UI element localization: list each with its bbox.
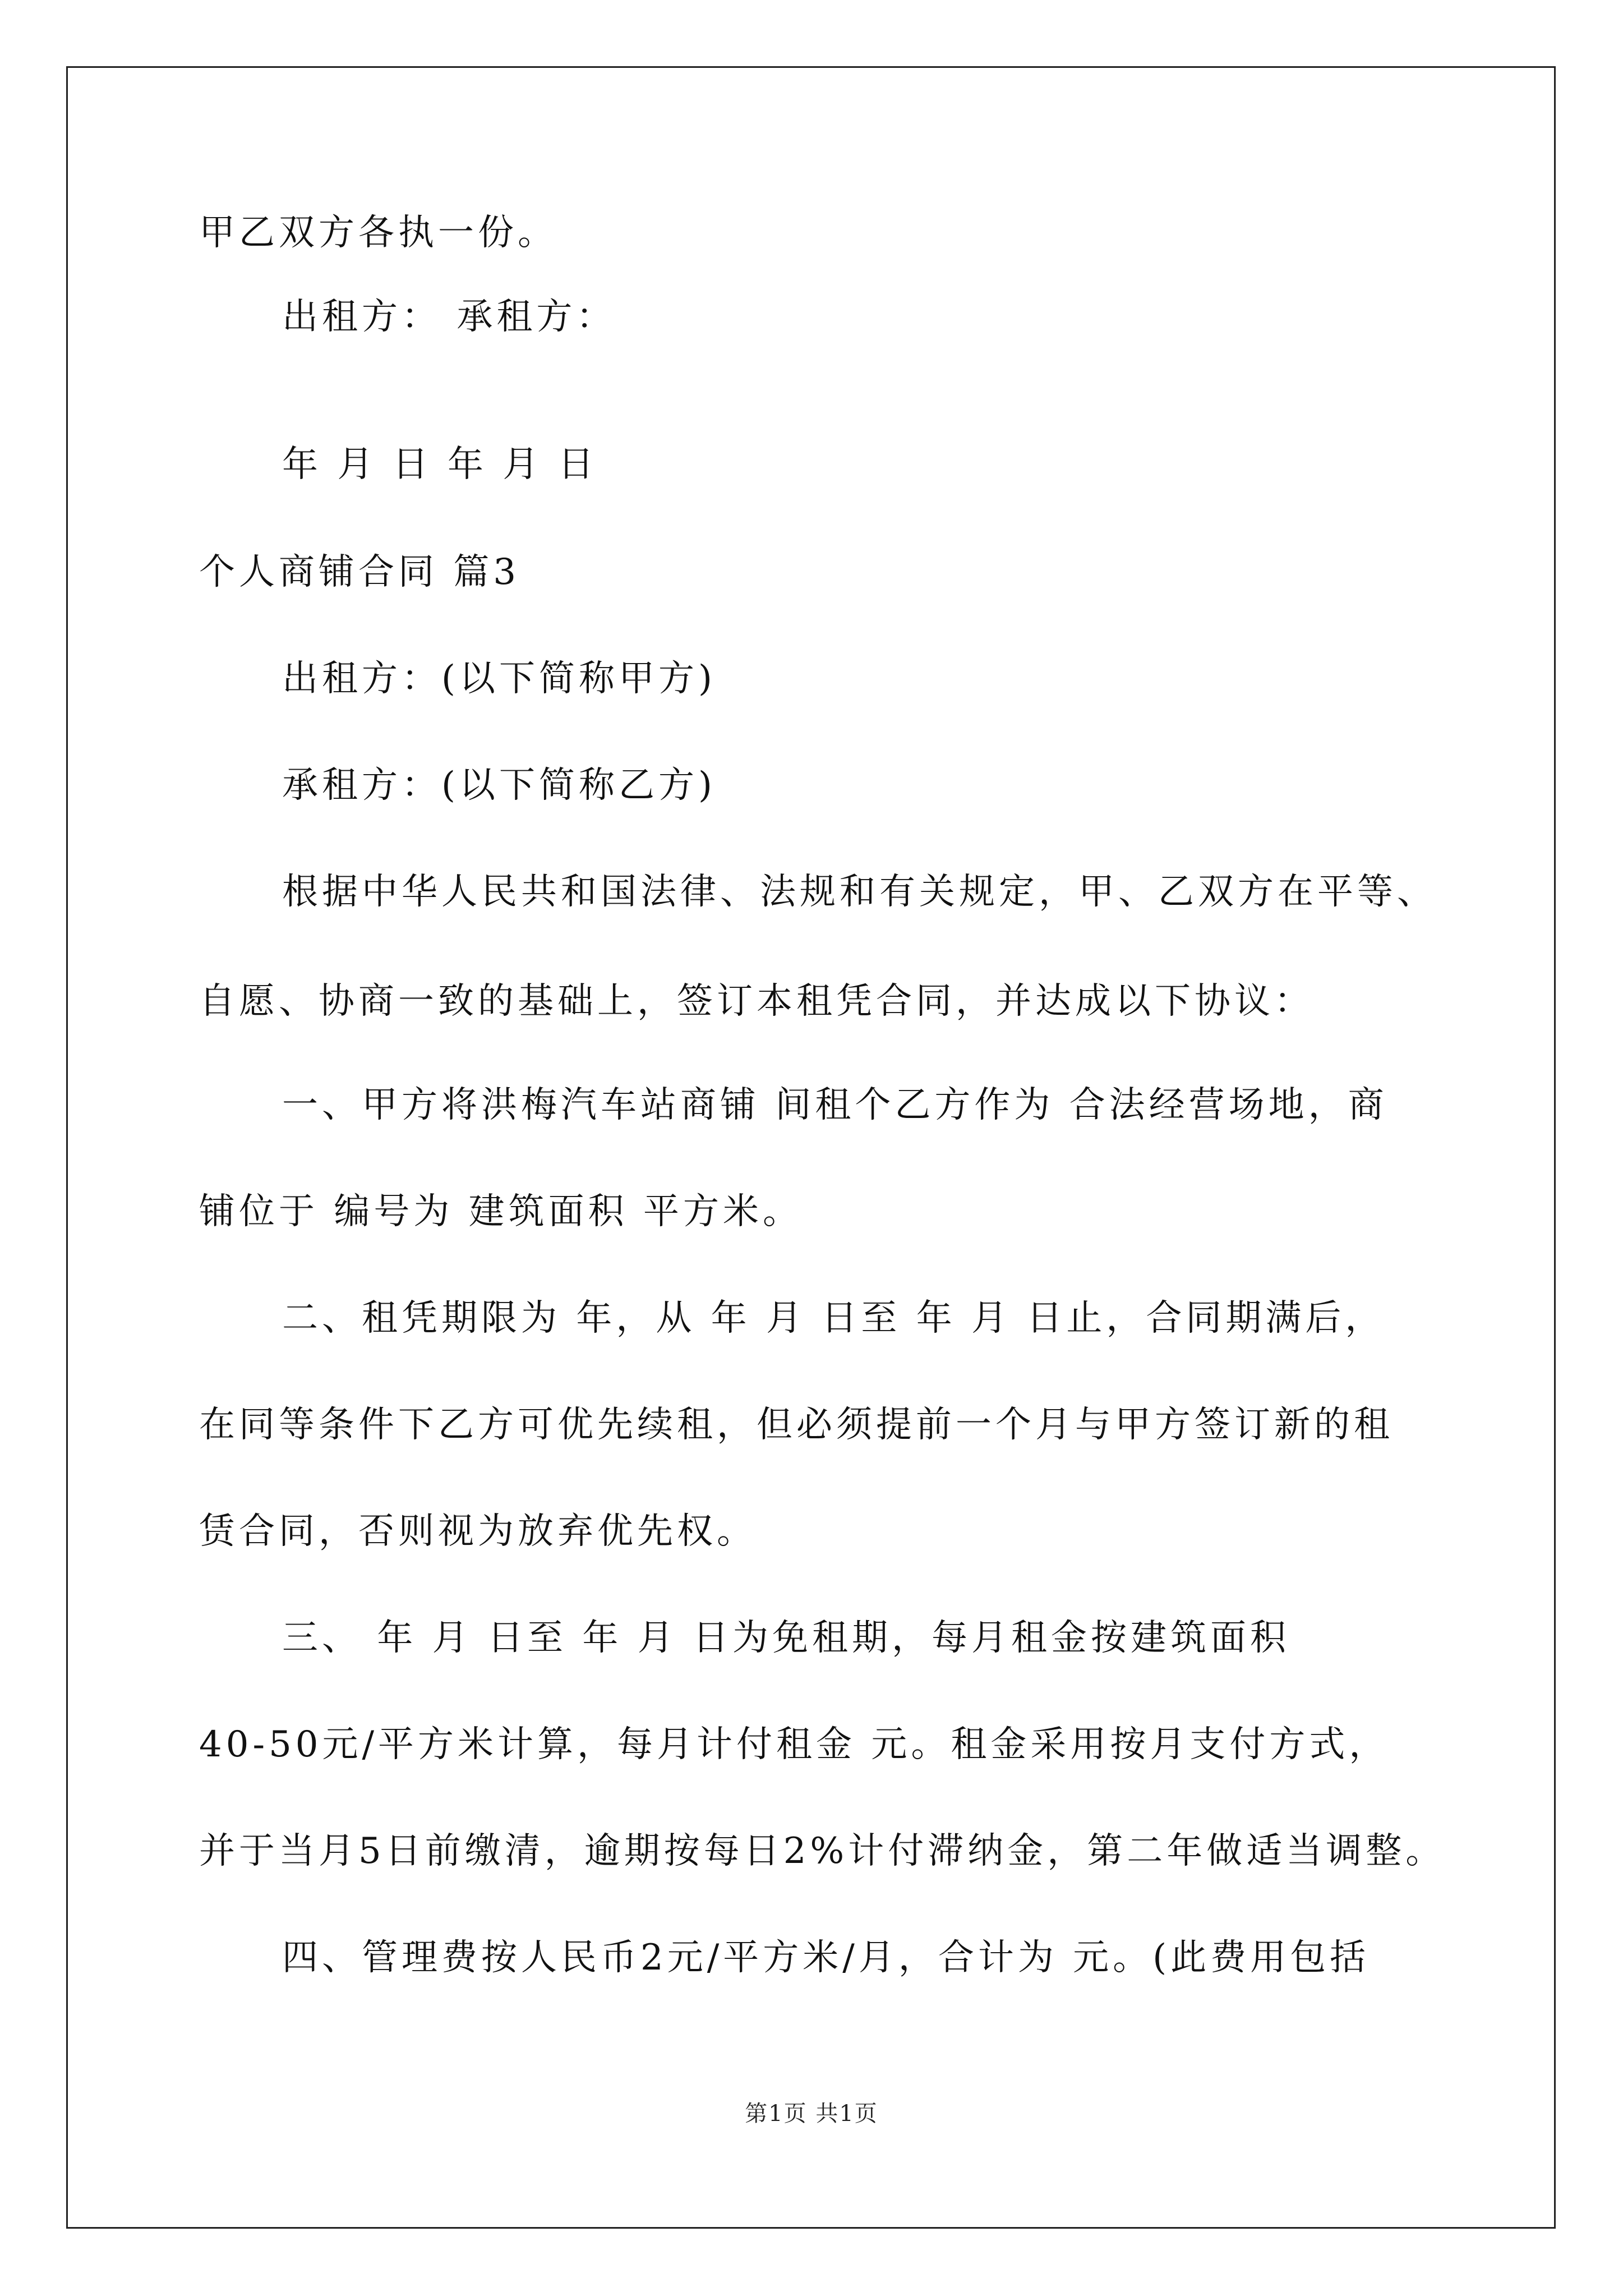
lessor-line: 出租方：(以下简称甲方): [282, 658, 716, 700]
text-line: 甲乙双方各执一份。: [199, 212, 557, 254]
lessee-line: 承租方：(以下简称乙方): [282, 765, 716, 806]
section-heading: 个人商铺合同 篇3: [199, 551, 520, 593]
page-border: [66, 66, 1556, 2229]
clause-3-line: 40-50元/平方米计算，每月计付租金 元。租金采用按月支付方式，: [199, 1724, 1389, 1765]
clause-2-line: 在同等条件下乙方可优先续租，但必须提前一个月与甲方签订新的租: [199, 1404, 1394, 1446]
clause-1-line: 一、甲方将洪梅汽车站商铺 间租个乙方作为 合法经营场地，商: [282, 1084, 1388, 1126]
paragraph-line: 自愿、协商一致的基础上，签订本租凭合同，并达成以下协议：: [199, 981, 1314, 1022]
clause-2-line: 二、租凭期限为 年，从 年 月 日至 年 月 日止，合同期满后，: [282, 1297, 1385, 1339]
clause-4-line: 四、管理费按人民币2元/平方米/月，合计为 元。(此费用包括: [282, 1937, 1370, 1978]
signature-dates-line: 年 月 日 年 月 日: [282, 444, 598, 485]
clause-2-line: 赁合同，否则视为放弃优先权。: [199, 1511, 757, 1552]
page-footer: 第1页 共1页: [745, 2101, 878, 2127]
clause-1-line: 铺位于 编号为 建筑面积 平方米。: [199, 1191, 803, 1232]
paragraph-line: 根据中华人民共和国法律、法规和有关规定，甲、乙双方在平等、: [282, 871, 1437, 913]
clause-3-line: 并于当月5日前缴清，逾期按每日2%计付滞纳金，第二年做适当调整。: [199, 1830, 1446, 1872]
clause-3-line: 三、 年 月 日至 年 月 日为免租期，每月租金按建筑面积: [282, 1617, 1290, 1659]
signature-parties-line: 出租方： 承租方：: [282, 296, 616, 338]
